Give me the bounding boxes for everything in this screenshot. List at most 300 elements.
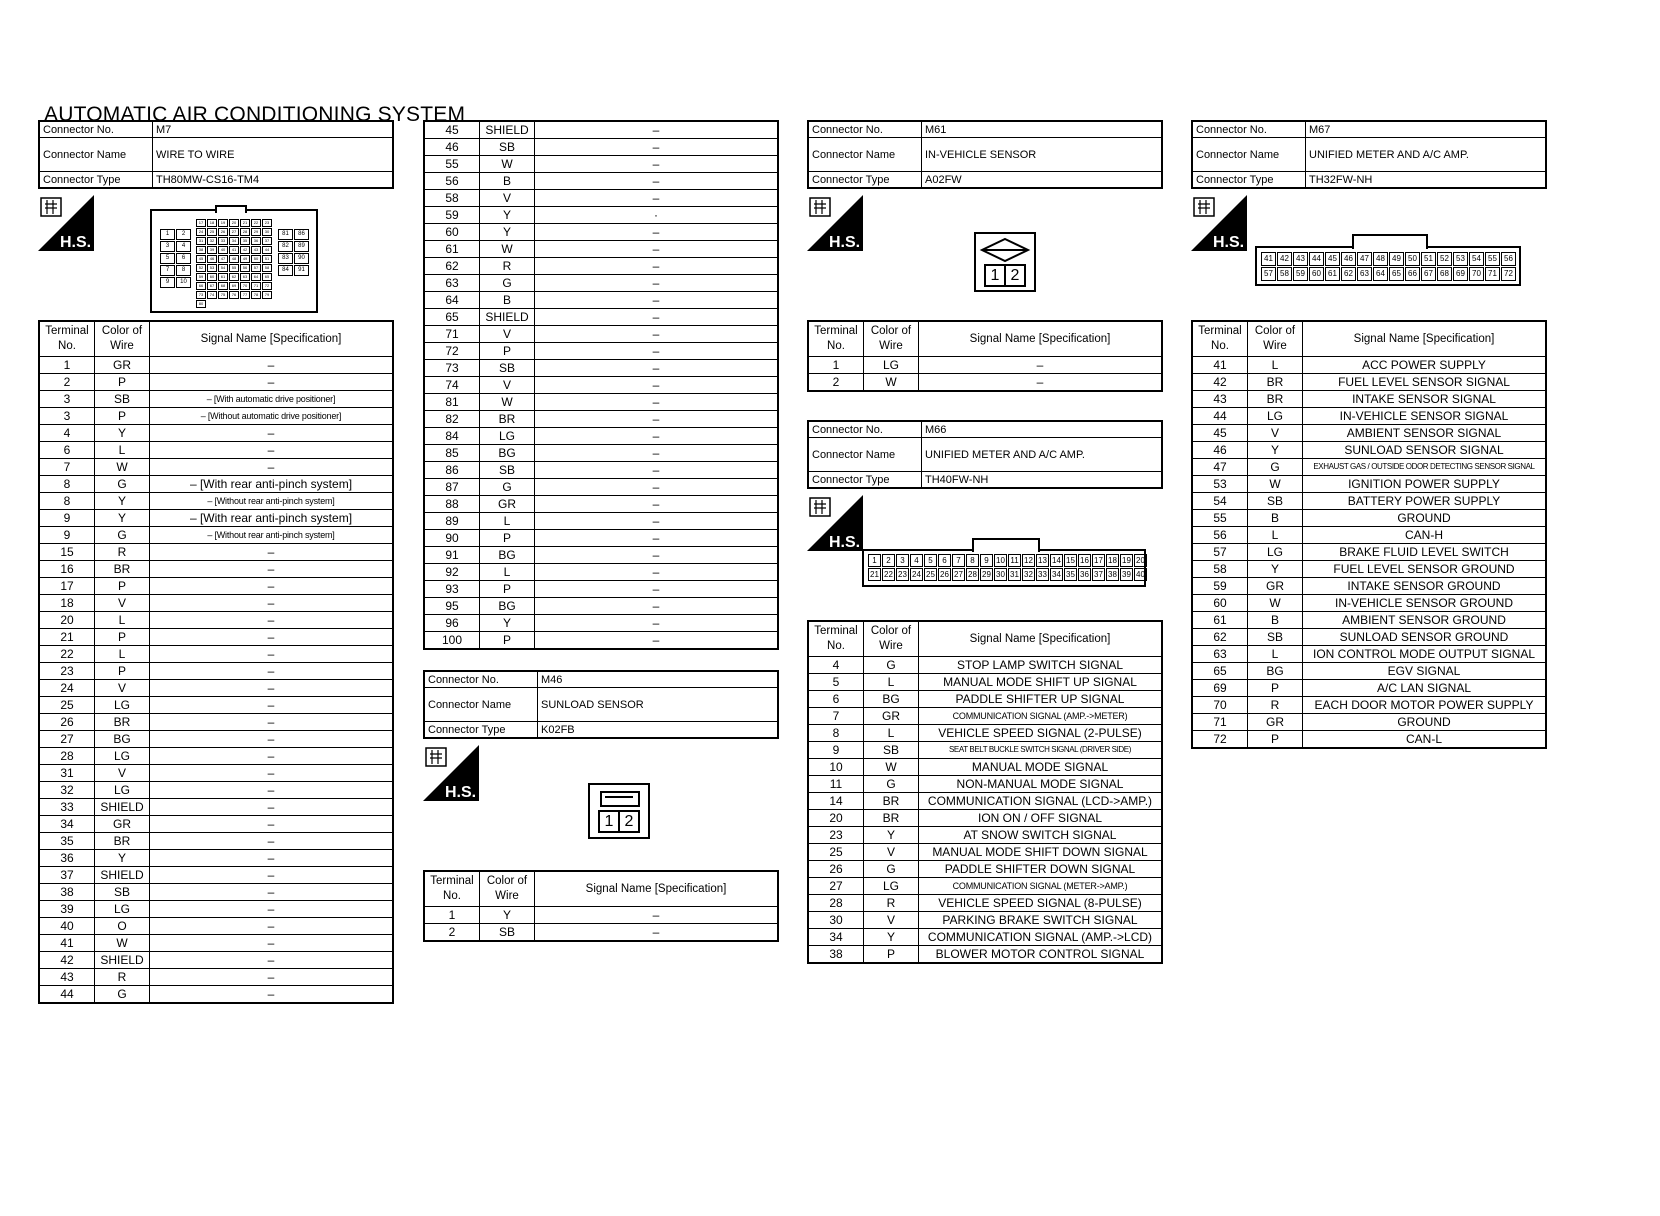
signal-name-cell: – — [150, 986, 394, 1004]
table-row — [424, 632, 778, 650]
terminal-no-cell: 31 — [39, 765, 95, 782]
table-row — [1192, 680, 1546, 697]
connector-pin: 2 — [176, 229, 191, 240]
terminal-no-cell: 6 — [39, 442, 95, 459]
table-row — [39, 374, 393, 391]
pin-2: 2 — [1006, 264, 1026, 287]
signal-name-cell: – — [150, 935, 394, 952]
connector-pin: 60 — [207, 273, 217, 281]
connector-pin: 21 — [868, 568, 881, 581]
connector-pin: 5 — [160, 253, 175, 264]
signal-name-cell: – — [535, 292, 779, 309]
wire-color-cell: SHIELD — [480, 121, 535, 139]
table-row — [39, 493, 393, 510]
terminal-no-cell: 87 — [424, 479, 480, 496]
connector-pin: 13 — [1036, 554, 1049, 567]
signal-name-cell: – — [535, 190, 779, 207]
wire-color-cell: P — [95, 663, 150, 680]
terminal-no-cell: 25 — [808, 844, 864, 861]
signal-name-cell: – — [150, 731, 394, 748]
wire-color-cell: GR — [1248, 714, 1303, 731]
table-row — [424, 326, 778, 343]
connector-pin: 68 — [1437, 267, 1452, 281]
terminal-no-cell: 42 — [39, 952, 95, 969]
terminal-no-cell: 69 — [1192, 680, 1248, 697]
terminal-no-cell: 65 — [1192, 663, 1248, 680]
terminal-no-cell: 60 — [1192, 595, 1248, 612]
connector-pin: 23 — [896, 568, 909, 581]
terminal-no-header: Terminal No. — [1192, 321, 1248, 357]
signal-name-cell: – — [150, 816, 394, 833]
connector-pin: 3 — [160, 241, 175, 252]
connector-pin: 30 — [994, 568, 1007, 581]
signal-name-cell: · — [535, 207, 779, 224]
terminal-no-cell: 96 — [424, 615, 480, 632]
table-row — [39, 833, 393, 850]
signal-name-cell: NON-MANUAL MODE SIGNAL — [919, 776, 1163, 793]
terminal-no-cell: 62 — [424, 258, 480, 275]
connector-name-label: Connector Name — [1192, 138, 1306, 172]
table-row — [1192, 357, 1546, 374]
terminal-no-cell: 56 — [424, 173, 480, 190]
connector-pin: 35 — [1064, 568, 1077, 581]
wire-color-cell: Y — [480, 615, 535, 632]
signal-name-cell: FUEL LEVEL SENSOR SIGNAL — [1303, 374, 1547, 391]
signal-name-cell: AT SNOW SWITCH SIGNAL — [919, 827, 1163, 844]
connector-pin: 27 — [952, 568, 965, 581]
table-row — [1192, 646, 1546, 663]
wire-color-cell: V — [95, 765, 150, 782]
wire-color-cell: P — [480, 581, 535, 598]
signal-name-cell: – — [535, 479, 779, 496]
table-row — [808, 674, 1162, 691]
wire-color-cell: SB — [1248, 493, 1303, 510]
wire-color-cell: GR — [95, 357, 150, 374]
table-row — [1192, 697, 1546, 714]
table-row — [808, 929, 1162, 946]
connector-pin: 72 — [262, 282, 272, 290]
terminal-no-cell: 42 — [1192, 374, 1248, 391]
signal-name-cell: – — [535, 445, 779, 462]
wire-color-cell: G — [864, 776, 919, 793]
connector-pin: 24 — [910, 568, 923, 581]
table-row — [39, 476, 393, 493]
terminal-no-cell: 3 — [39, 408, 95, 425]
signal-name-cell: – — [150, 782, 394, 799]
wire-color-cell: SB — [1248, 629, 1303, 646]
table-row — [424, 547, 778, 564]
terminal-no-cell: 27 — [39, 731, 95, 748]
wire-color-cell: V — [1248, 425, 1303, 442]
connector-pin: 40 — [218, 246, 228, 254]
connector-pin: 5 — [924, 554, 937, 567]
connector-pin: 61 — [1325, 267, 1340, 281]
terminal-no-cell: 58 — [424, 190, 480, 207]
connector-pin: 38 — [196, 246, 206, 254]
table-row — [1192, 476, 1546, 493]
wire-color-cell: LG — [95, 748, 150, 765]
table-row — [808, 810, 1162, 827]
connector-pin: 57 — [251, 264, 261, 272]
table-row — [39, 544, 393, 561]
connector-pin: 15 — [1064, 554, 1077, 567]
table-row — [39, 595, 393, 612]
connector-pin: 65 — [1389, 267, 1404, 281]
signal-name-cell: SUNLOAD SENSOR SIGNAL — [1303, 442, 1547, 459]
signal-name-cell: EGV SIGNAL — [1303, 663, 1547, 680]
connector-pin: 83 — [278, 253, 293, 264]
connector-pin: 23 — [262, 219, 272, 227]
connector-m67-terminal-table — [1191, 320, 1547, 749]
terminal-no-cell: 18 — [39, 595, 95, 612]
signal-name-cell: – — [535, 258, 779, 275]
connector-pin: 39 — [1120, 568, 1133, 581]
connector-pin: 34 — [1050, 568, 1063, 581]
connector-type-value: K02FB — [538, 722, 779, 739]
connector-pin: 56 — [240, 264, 250, 272]
table-row — [424, 241, 778, 258]
terminal-no-cell: 26 — [39, 714, 95, 731]
wire-color-cell: B — [1248, 510, 1303, 527]
table-row — [1192, 493, 1546, 510]
connector-pin: 84 — [278, 265, 293, 276]
table-row — [424, 190, 778, 207]
wire-color-cell: P — [95, 408, 150, 425]
terminal-no-cell: 10 — [808, 759, 864, 776]
wire-color-cell: Y — [95, 850, 150, 867]
connector-name-value: UNIFIED METER AND A/C AMP. — [1306, 138, 1547, 172]
terminal-no-cell: 43 — [39, 969, 95, 986]
connector-pin: 90 — [294, 253, 309, 264]
table-row — [424, 598, 778, 615]
terminal-no-cell: 65 — [424, 309, 480, 326]
signal-name-cell: PADDLE SHIFTER DOWN SIGNAL — [919, 861, 1163, 878]
signal-name-cell: – — [535, 156, 779, 173]
connector-pin: 49 — [1389, 252, 1404, 266]
terminal-no-cell: 26 — [808, 861, 864, 878]
connector-pin: 71 — [251, 282, 261, 290]
table-row — [39, 612, 393, 629]
connector-name-value: WIRE TO WIRE — [153, 138, 394, 172]
signal-name-header: Signal Name [Specification] — [919, 621, 1163, 657]
connector-pin: 53 — [207, 264, 217, 272]
signal-name-cell: CAN-H — [1303, 527, 1547, 544]
signal-name-cell: – — [535, 411, 779, 428]
table-row — [39, 850, 393, 867]
terminal-no-cell: 9 — [808, 742, 864, 759]
connector-pin: 48 — [229, 255, 239, 263]
terminal-no-cell: 82 — [424, 411, 480, 428]
table-row — [424, 564, 778, 581]
harness-side-icon — [1191, 195, 1247, 251]
wire-color-cell: GR — [95, 816, 150, 833]
color-of-wire-header: Color of Wire — [95, 321, 150, 357]
terminal-no-cell: 95 — [424, 598, 480, 615]
terminal-no-cell: 100 — [424, 632, 480, 650]
wire-color-cell: SB — [480, 924, 535, 942]
signal-name-cell: – — [150, 799, 394, 816]
table-row — [424, 394, 778, 411]
table-row — [424, 462, 778, 479]
terminal-no-cell: 46 — [1192, 442, 1248, 459]
connector-no-label: Connector No. — [39, 121, 153, 138]
connector-pin: 7 — [160, 265, 175, 276]
signal-name-cell: – — [535, 496, 779, 513]
connector-pin: 20 — [1134, 554, 1147, 567]
terminal-no-cell: 7 — [808, 708, 864, 725]
terminal-no-cell: 74 — [424, 377, 480, 394]
connector-pin: 54 — [218, 264, 228, 272]
connector-pin: 72 — [1501, 267, 1516, 281]
signal-name-cell: – — [535, 139, 779, 156]
wire-color-cell: LG — [95, 697, 150, 714]
connector-pin: 53 — [1453, 252, 1468, 266]
terminal-no-cell: 1 — [39, 357, 95, 374]
table-row — [424, 139, 778, 156]
signal-name-cell: – — [535, 241, 779, 258]
connector-pin: 32 — [1022, 568, 1035, 581]
terminal-no-cell: 4 — [39, 425, 95, 442]
wire-color-cell: LG — [1248, 544, 1303, 561]
connector-pin: 79 — [262, 291, 272, 299]
signal-name-cell: – — [150, 867, 394, 884]
wire-color-cell: SHIELD — [480, 309, 535, 326]
connector-pin: 6 — [176, 253, 191, 264]
terminal-no-cell: 28 — [39, 748, 95, 765]
table-row — [39, 357, 393, 374]
wire-color-cell: GR — [864, 708, 919, 725]
connector-pin: 26 — [218, 228, 228, 236]
wire-color-cell: V — [480, 190, 535, 207]
connector-pin: 70 — [1469, 267, 1484, 281]
wire-color-cell: V — [864, 912, 919, 929]
signal-name-header: Signal Name [Specification] — [1303, 321, 1547, 357]
connector-pin: 50 — [1405, 252, 1420, 266]
table-row — [808, 878, 1162, 895]
connector-pin: 86 — [294, 229, 309, 240]
table-row — [39, 748, 393, 765]
table-row — [424, 292, 778, 309]
wire-color-cell: P — [480, 632, 535, 650]
connector-pin: 51 — [262, 255, 272, 263]
table-row — [39, 969, 393, 986]
signal-name-cell: BRAKE FLUID LEVEL SWITCH — [1303, 544, 1547, 561]
connector-pin: 74 — [207, 291, 217, 299]
table-row — [39, 714, 393, 731]
terminal-no-cell: 25 — [39, 697, 95, 714]
connector-pin: 35 — [240, 237, 250, 245]
wire-color-cell: BR — [480, 411, 535, 428]
signal-name-cell: – — [535, 547, 779, 564]
connector-pin: 44 — [262, 246, 272, 254]
signal-name-cell: COMMUNICATION SIGNAL (LCD->AMP.) — [919, 793, 1163, 810]
terminal-no-cell: 92 — [424, 564, 480, 581]
connector-pin: 44 — [1309, 252, 1324, 266]
table-row — [1192, 629, 1546, 646]
table-row — [1192, 408, 1546, 425]
terminal-no-cell: 23 — [39, 663, 95, 680]
table-row — [39, 527, 393, 544]
table-row — [808, 827, 1162, 844]
terminal-no-cell: 2 — [424, 924, 480, 942]
connector-pin: 4 — [176, 241, 191, 252]
signal-name-cell: – [Without rear anti-pinch system] — [150, 527, 394, 544]
terminal-no-cell: 24 — [39, 680, 95, 697]
connector-pin: 6 — [938, 554, 951, 567]
signal-name-cell: – — [150, 595, 394, 612]
connector-m7-face — [150, 209, 318, 313]
signal-name-header: Signal Name [Specification] — [535, 871, 779, 907]
terminal-no-cell: 71 — [1192, 714, 1248, 731]
color-of-wire-header: Color of Wire — [480, 871, 535, 907]
connector-m61-face — [974, 232, 1036, 292]
signal-name-cell: – — [535, 121, 779, 139]
wire-color-cell: P — [480, 530, 535, 547]
terminal-no-cell: 32 — [39, 782, 95, 799]
wire-color-cell: W — [480, 241, 535, 258]
connector-pin: 20 — [229, 219, 239, 227]
signal-name-cell: MANUAL MODE SIGNAL — [919, 759, 1163, 776]
table-row — [39, 884, 393, 901]
wire-color-cell: V — [864, 844, 919, 861]
connector-m61-terminal-table — [807, 320, 1163, 392]
connector-pin: 49 — [240, 255, 250, 263]
terminal-no-cell: 20 — [808, 810, 864, 827]
table-row — [39, 935, 393, 952]
table-row — [424, 343, 778, 360]
terminal-no-header: Terminal No. — [424, 871, 480, 907]
wire-color-cell: P — [1248, 680, 1303, 697]
table-row — [808, 374, 1162, 392]
wire-color-cell: G — [95, 527, 150, 544]
svg-text:H.S.: H.S. — [829, 534, 861, 551]
wire-color-cell: LG — [95, 901, 150, 918]
wire-color-cell: Y — [95, 425, 150, 442]
terminal-no-cell: 22 — [39, 646, 95, 663]
wire-color-cell: BG — [480, 445, 535, 462]
table-row — [808, 895, 1162, 912]
terminal-no-cell: 23 — [808, 827, 864, 844]
signal-name-cell: – — [535, 224, 779, 241]
table-row — [1192, 612, 1546, 629]
table-row — [424, 156, 778, 173]
connector-pin: 70 — [240, 282, 250, 290]
signal-name-cell: – — [535, 615, 779, 632]
connector-pin: 73 — [196, 291, 206, 299]
signal-name-cell: – — [150, 765, 394, 782]
connector-pin: 51 — [1421, 252, 1436, 266]
signal-name-cell: – — [150, 918, 394, 935]
wire-color-cell: L — [95, 442, 150, 459]
signal-name-cell: – — [535, 428, 779, 445]
terminal-no-cell: 62 — [1192, 629, 1248, 646]
connector-pin: 28 — [966, 568, 979, 581]
svg-text:H.S.: H.S. — [829, 234, 861, 251]
wire-color-cell: G — [864, 657, 919, 674]
connector-pin: 59 — [196, 273, 206, 281]
table-row — [39, 986, 393, 1004]
connector-pin: 22 — [882, 568, 895, 581]
connector-pin: 32 — [207, 237, 217, 245]
pin-1: 1 — [598, 810, 620, 833]
terminal-no-cell: 70 — [1192, 697, 1248, 714]
table-row — [424, 479, 778, 496]
connector-pin: 65 — [262, 273, 272, 281]
table-row — [1192, 391, 1546, 408]
terminal-no-cell: 6 — [808, 691, 864, 708]
connector-m46-terminal-table — [423, 870, 779, 942]
table-row — [39, 816, 393, 833]
table-row — [424, 360, 778, 377]
connector-m66-terminal-table — [807, 620, 1163, 964]
wire-color-cell: BR — [1248, 391, 1303, 408]
table-row — [424, 581, 778, 598]
table-row — [808, 776, 1162, 793]
connector-pin: 43 — [251, 246, 261, 254]
wire-color-cell: G — [95, 476, 150, 493]
connector-pin: 27 — [229, 228, 239, 236]
signal-name-cell: – — [150, 663, 394, 680]
connector-no-label: Connector No. — [808, 421, 922, 438]
signal-name-cell: – — [150, 714, 394, 731]
color-of-wire-header: Color of Wire — [864, 621, 919, 657]
signal-name-cell: – — [150, 561, 394, 578]
terminal-no-cell: 45 — [424, 121, 480, 139]
wire-color-cell: Y — [864, 929, 919, 946]
connector-pin: 55 — [229, 264, 239, 272]
wire-color-cell: W — [95, 935, 150, 952]
wire-color-cell: Y — [480, 207, 535, 224]
terminal-no-cell: 1 — [424, 907, 480, 924]
connector-pin: 39 — [207, 246, 217, 254]
connector-pin: 19 — [1120, 554, 1133, 567]
signal-name-cell: COMMUNICATION SIGNAL (AMP.->METER) — [919, 708, 1163, 725]
table-row — [808, 912, 1162, 929]
connector-pin: 26 — [938, 568, 951, 581]
terminal-no-cell: 56 — [1192, 527, 1248, 544]
wire-color-cell: BG — [95, 731, 150, 748]
terminal-no-cell: 40 — [39, 918, 95, 935]
wire-color-cell: LG — [1248, 408, 1303, 425]
signal-name-header: Signal Name [Specification] — [919, 321, 1163, 357]
signal-name-cell: BATTERY POWER SUPPLY — [1303, 493, 1547, 510]
wire-color-cell: L — [1248, 527, 1303, 544]
connector-pin: 33 — [218, 237, 228, 245]
table-row — [39, 629, 393, 646]
connector-pin: 45 — [1325, 252, 1340, 266]
table-row — [424, 258, 778, 275]
wire-color-cell: SHIELD — [95, 799, 150, 816]
wire-color-cell: G — [95, 986, 150, 1004]
signal-name-header: Signal Name [Specification] — [150, 321, 394, 357]
wire-color-cell: L — [480, 513, 535, 530]
wire-color-cell: Y — [1248, 442, 1303, 459]
connector-name-label: Connector Name — [808, 438, 922, 472]
signal-name-cell: – — [150, 901, 394, 918]
terminal-no-cell: 33 — [39, 799, 95, 816]
connector-pin: 69 — [229, 282, 239, 290]
signal-name-cell: AMBIENT SENSOR SIGNAL — [1303, 425, 1547, 442]
terminal-no-cell: 55 — [424, 156, 480, 173]
connector-pin: 45 — [196, 255, 206, 263]
connector-type-label: Connector Type — [1192, 172, 1306, 189]
connector-pin: 8 — [966, 554, 979, 567]
table-row — [1192, 374, 1546, 391]
terminal-no-cell: 71 — [424, 326, 480, 343]
signal-name-cell: SEAT BELT BUCKLE SWITCH SIGNAL (DRIVER SIDE) — [919, 742, 1163, 759]
terminal-no-cell: 21 — [39, 629, 95, 646]
wire-color-cell: L — [95, 646, 150, 663]
